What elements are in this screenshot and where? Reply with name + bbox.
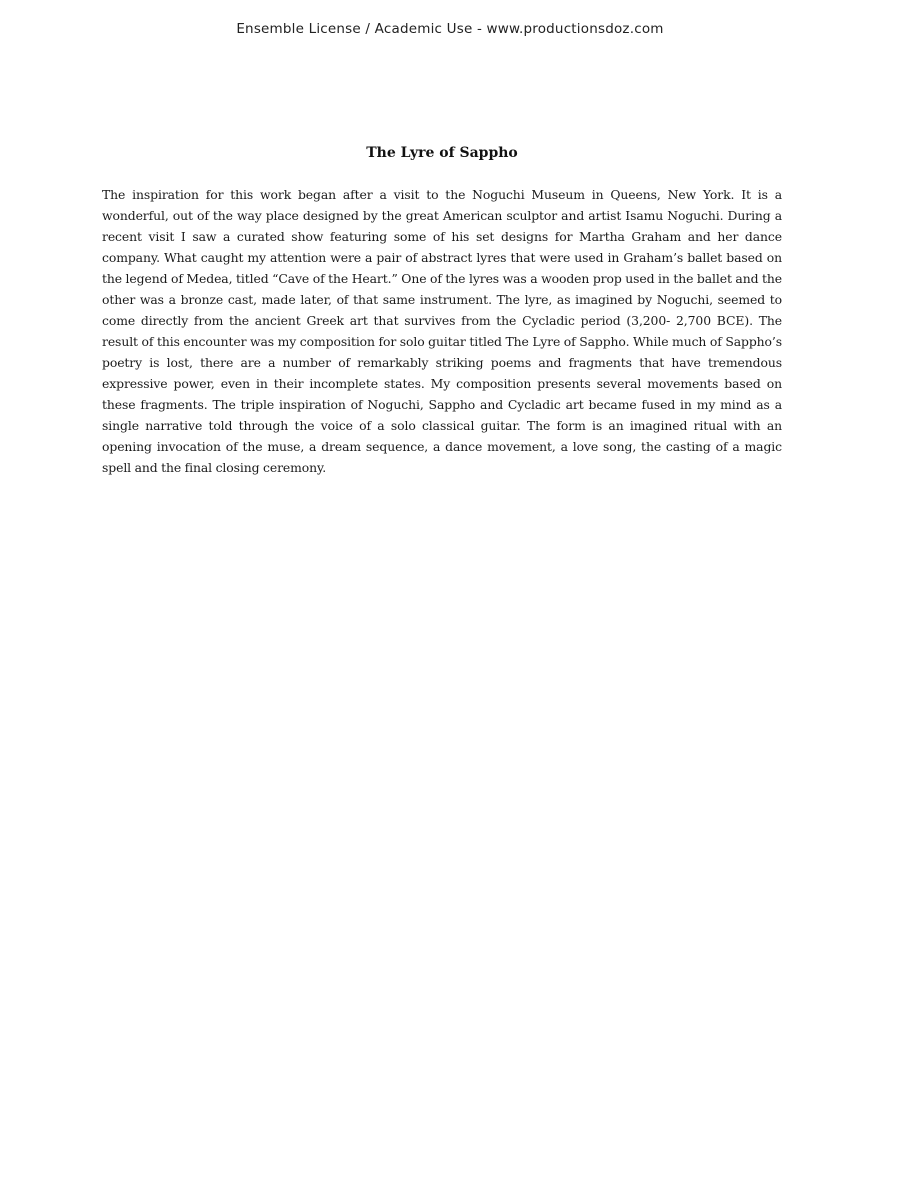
document-title: The Lyre of Sappho bbox=[366, 145, 518, 161]
document-body-paragraph: The inspiration for this work began after a visit to the Noguchi Museum in Queens, New York. It is a wonderful, out of the way place designed by the great American sculptor and artist Isamu Noguchi. During a recent visit I saw a curated show featuring some of his set designs for Martha Graham and her dance company. What caught my attention were a pair of abstract lyres that were used in Graham’s ballet based on the legend of Medea, titled “Cave of the Heart.” One of the lyres was a wooden prop used in the ballet and the other was a bronze cast, made later, of that same instrument. The lyre, as imagined by Noguchi, seemed to come directly from the ancient Greek art that survives from the Cycladic period (3,200- 2,700 BCE). The result of this encounter was my composition for solo guitar titled The Lyre of Sappho. While much of Sappho’s poetry is lost, there are a number of remarkably striking poems and fragments that have tremendous expressive power, even in their incomplete states. My composition presents several movements based on these fragments. The triple inspiration of Noguchi, Sappho and Cycladic art became fused in my mind as a single narrative told through the voice of a solo classical guitar. The form is an imagined ritual with an opening invocation of the muse, a dream sequence, a dance movement, a love song, the casting of a magic spell and the final closing ceremony. bbox=[102, 187, 782, 475]
page-content bbox=[102, 143, 782, 478]
license-header: Ensemble License / Academic Use - www.productionsdoz.com bbox=[236, 21, 664, 37]
